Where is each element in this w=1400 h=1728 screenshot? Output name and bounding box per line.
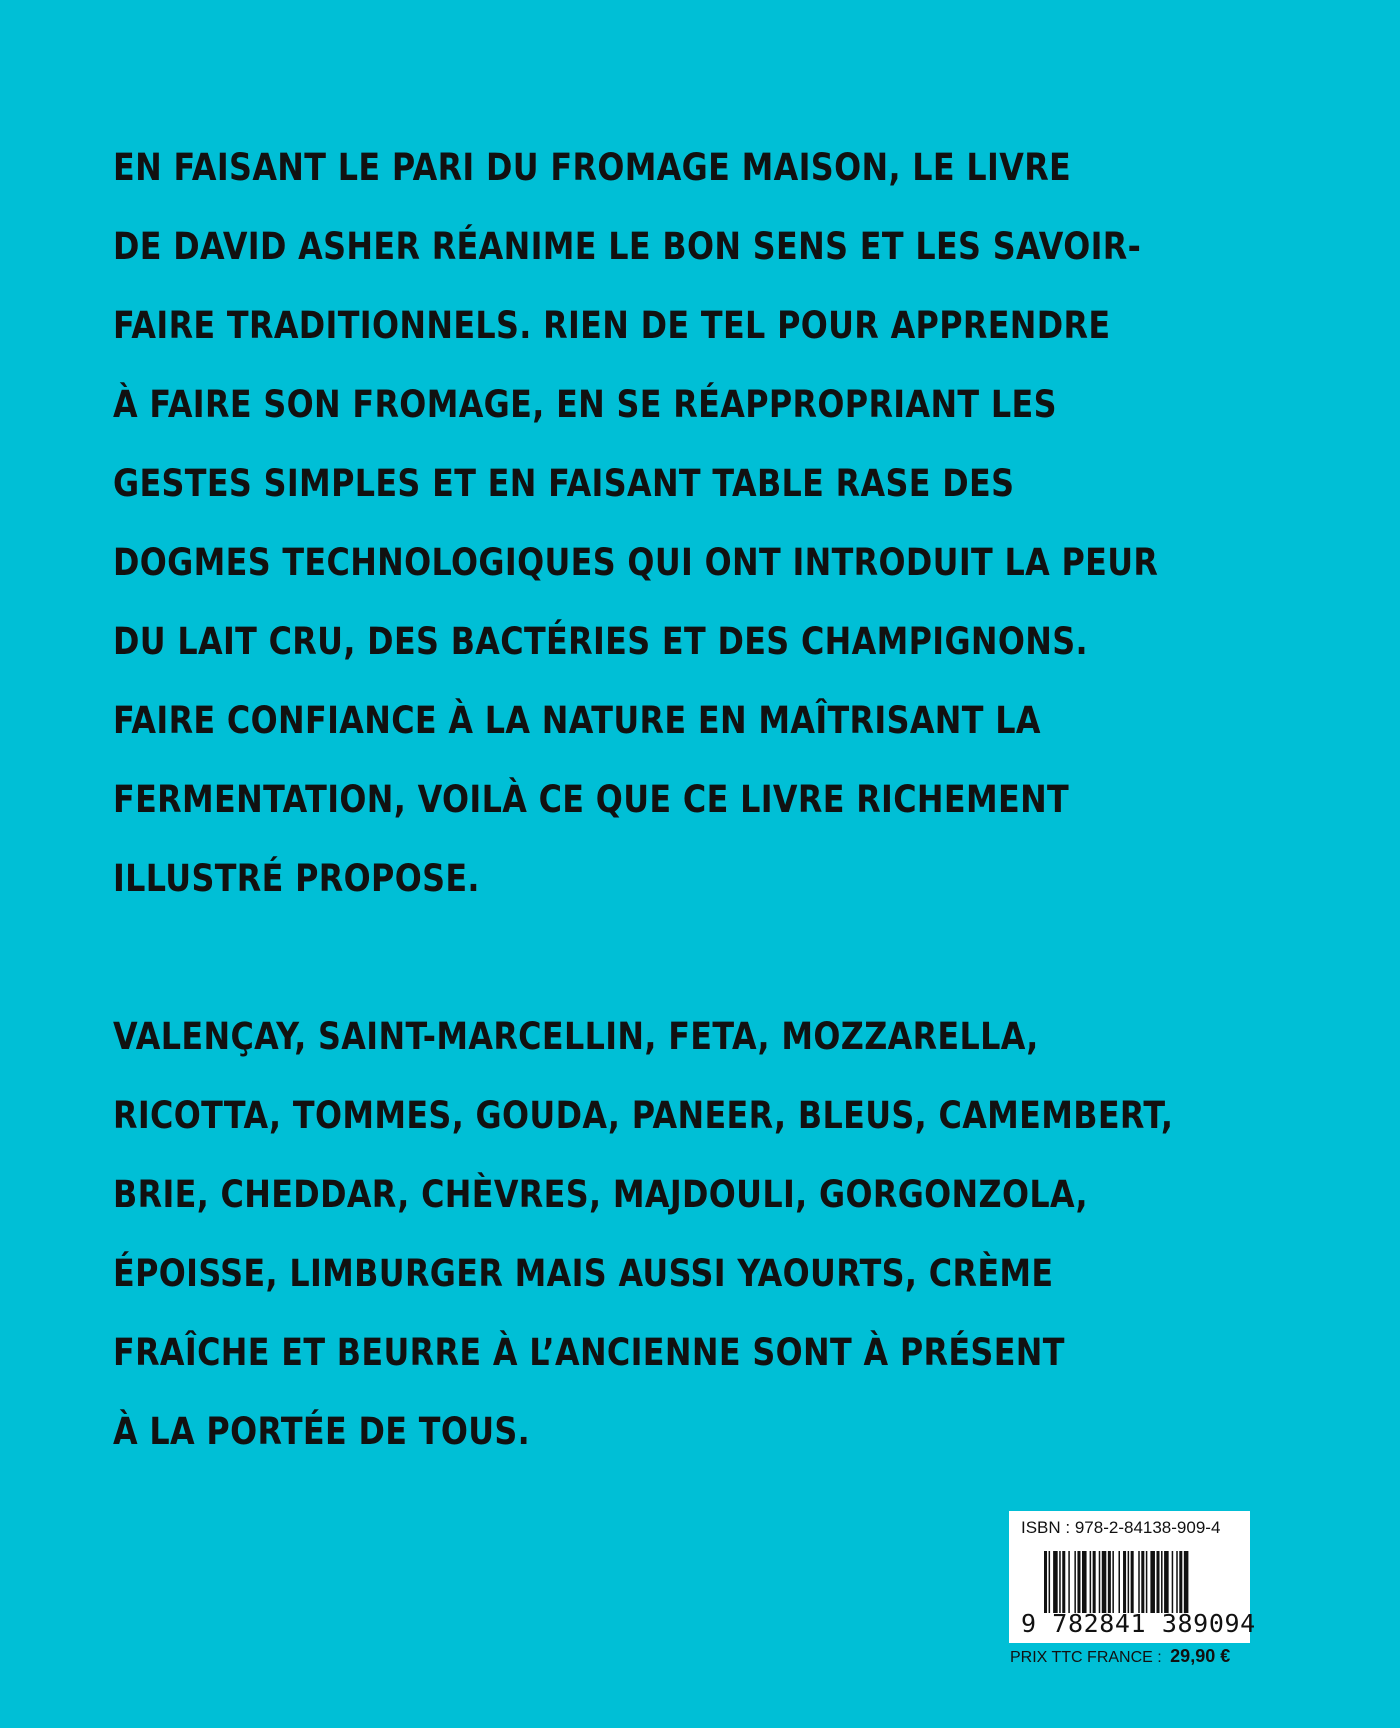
price-label: PRIX TTC FRANCE : [1010,1649,1162,1666]
blurb-line: FERMENTATION, VOILÀ CE QUE CE LIVRE RICHEMENT [113,778,1070,821]
blurb-line: À FAIRE SON FROMAGE, EN SE RÉAPPROPRIANT LES [113,383,1057,426]
barcode-bar [1176,1551,1178,1613]
barcode-bar [1099,1551,1101,1613]
blurb-line: GESTES SIMPLES ET EN FAISANT TABLE RASE DES [113,462,1015,505]
barcode-bar [1093,1551,1096,1613]
barcode-bar [1053,1551,1058,1613]
blurb-line: FRAÎCHE ET BEURRE À L’ANCIENNE SONT À PRÉSENT [113,1331,1065,1374]
blurb-line: DOGMES TECHNOLOGIQUES QUI ONT INTRODUIT LA PEUR [113,541,1159,584]
barcode-bar [1074,1551,1076,1613]
ean13-barcode-icon [1044,1551,1234,1613]
barcode-bar [1082,1551,1087,1613]
barcode-bar [1112,1551,1114,1613]
blurb-line: ÉPOISSE, LIMBURGER MAIS AUSSI YAOURTS, CRÈME [113,1252,1054,1295]
barcode-bar [1172,1551,1174,1613]
barcode-bar [1044,1551,1047,1613]
isbn-barcode-block [1009,1511,1256,1643]
barcode-bar [1077,1551,1080,1613]
blurb-line: DE DAVID ASHER RÉANIME LE BON SENS ET LES SAVOIR- [113,225,1142,268]
barcode-bar [1156,1551,1159,1613]
blurb-line: FAIRE CONFIANCE À LA NATURE EN MAÎTRISANT LA [113,699,1041,742]
price-value: 29,90 € [1170,1646,1231,1666]
blurb-paragraph-1 [113,128,1233,918]
barcode-bar [1059,1551,1061,1613]
barcode-bar [1118,1551,1120,1613]
barcode-bar [1128,1551,1130,1613]
barcode-bar [1141,1551,1144,1613]
barcode-bar [1102,1551,1107,1613]
barcode-bar [1179,1551,1182,1613]
barcode-bar [1090,1551,1092,1613]
blurb-line: BRIE, CHEDDAR, CHÈVRES, MAJDOULI, GORGONZOLA, [113,1173,1088,1216]
barcode-digits: 9 782841 389094 [1021,1609,1256,1638]
isbn-label: ISBN : 978-2-84138-909-4 [1021,1518,1221,1537]
blurb-line: ILLUSTRÉ PROPOSE. [113,857,480,900]
barcode-bar [1123,1551,1126,1613]
blurb-line: À LA PORTÉE DE TOUS. [113,1410,531,1453]
barcode-bar [1108,1551,1111,1613]
barcode-bar [1131,1551,1134,1613]
barcode-bar [1161,1551,1163,1613]
barcode-bar [1068,1551,1070,1613]
blurb-paragraph-2 [113,997,1233,1471]
barcode-bar [1049,1551,1051,1613]
blurb-line: DU LAIT CRU, DES BACTÉRIES ET DES CHAMPIGNONS. [113,620,1088,663]
barcode-bar [1184,1551,1189,1613]
price-line [1010,1646,1230,1667]
blurb-line: VALENÇAY, SAINT-MARCELLIN, FETA, MOZZARELLA, [113,1015,1039,1058]
blurb-line: RICOTTA, TOMMES, GOUDA, PANEER, BLEUS, CAMEMBERT, [113,1094,1174,1137]
barcode-bar [1062,1551,1065,1613]
barcode-bar [1146,1551,1148,1613]
barcode-bar [1138,1551,1140,1613]
barcode-bar [1164,1551,1169,1613]
blurb-line: FAIRE TRADITIONNELS. RIEN DE TEL POUR APPRENDRE [113,304,1111,347]
barcode-bar [1150,1551,1155,1613]
blurb-line: EN FAISANT LE PARI DU FROMAGE MAISON, LE LIVRE [113,146,1072,189]
